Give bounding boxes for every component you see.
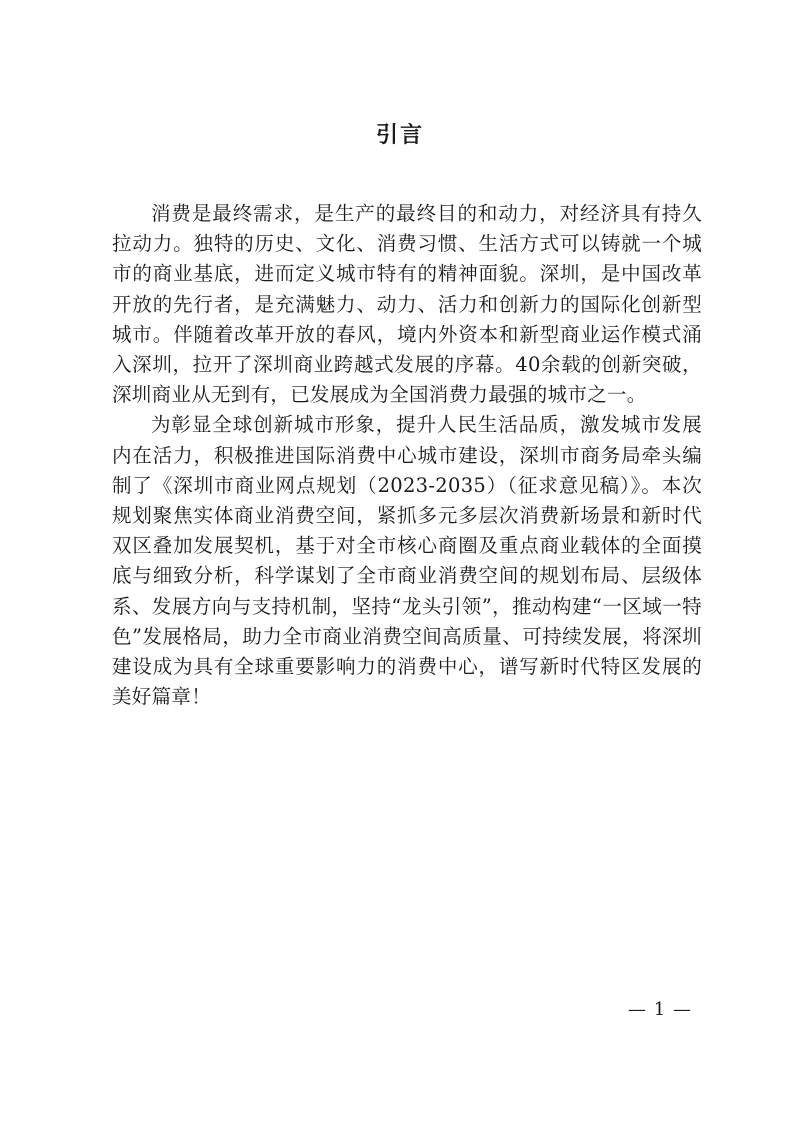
page-number: — 1 — (628, 999, 692, 1020)
body-text (112, 199, 702, 712)
page-title: 引言 (375, 123, 424, 148)
paragraph-1: 消费是最终需求，是生产的最终目的和动力，对经济具有持久拉动力。独特的历史、文化、消费习惯、生活方式可以铸就一个城市的商业基底，进而定义城市特有的精神面貌。深圳，是中国改革开放的先行者，是充满魅力、动力、活力和创新力的国际化创新型城市。伴随着改革开放的春风，境内外资本和新型商业运作模式涌入深圳，拉开了深圳商业跨越式发展的序幕。40余载的创新突破，深圳商业从无到有，已发展成为全国消费力最强的城市之一。 (112, 202, 702, 407)
paragraph-2: 为彰显全球创新城市形象，提升人民生活品质，激发城市发展内在活力，积极推进国际消费中心城市建设，深圳市商务局牵头编制了《深圳市商业网点规划（2023-2035）（征求意见稿）》。本次规划聚焦实体商业消费空间，紧抓多元多层次消费新场景和新时代双区叠加发展契机，基于对全市核心商圈及重点商业载体的全面摸底与细致分析，科学谋划了全市商业消费空间的规划布局、层级体系、发展方向与支持机制，坚持“龙头引领”，推动构建“一区域一特色”发展格局，助力全市商业消费空间高质量、可持续发展，将深圳建设成为具有全球重要影响力的消费中心，谱写新时代特区发展的美好篇章！ (112, 413, 702, 709)
